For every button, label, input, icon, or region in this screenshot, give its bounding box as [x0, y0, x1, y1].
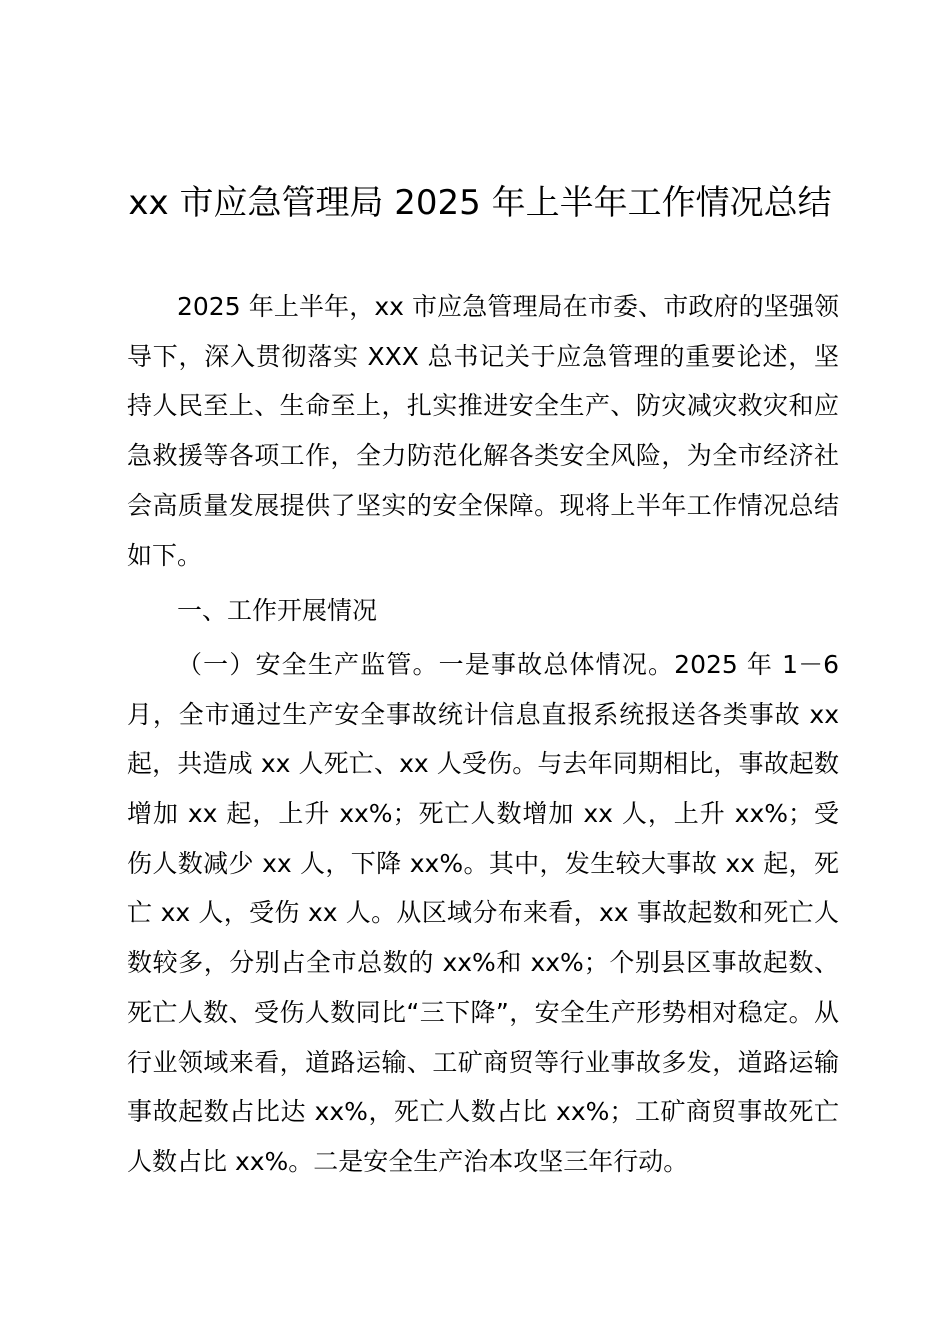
- document-title: xx 市应急管理局 2025 年上半年工作情况总结: [128, 183, 832, 223]
- section-paragraph: （一）安全生产监管。一是事故总体情况。2025 年 1－6 月，全市通过生产安全事故统计信息直报系统报送各类事故 xx 起，共造成 xx 人死亡、xx 人受伤。与去年同期相比，事故起数增加 xx 起，上升 xx%；死亡人数增加 xx 人，上升 xx%；受伤人数减少 xx 人，下降 xx%。其中，发生较大事故 xx 起，死亡 xx 人，受伤 xx 人。从区域分布来看，xx 事故起数和死亡人数较多，分别占全市总数的 xx%和 xx%；个别县区事故起数、死亡人数、受伤人数同比“三下降”，安全生产形势相对稳定。从行业领域来看，道路运输、工矿商贸等行业事故多发，道路运输事故起数占比达 xx%，死亡人数占比 xx%；工矿商贸事故死亡人数占比 xx%。二是安全生产治本攻坚三年行动。: [127, 649, 839, 1176]
- document-body: [127, 282, 839, 1187]
- intro-paragraph: 2025 年上半年，xx 市应急管理局在市委、市政府的坚强领导下，深入贯彻落实 XXX 总书记关于应急管理的重要论述，坚持人民至上、生命至上，扎实推进安全生产、防灾减灾救灾和应急救援等各项工作，全力防范化解各类安全风险，为全市经济社会高质量发展提供了坚实的安全保障。现将上半年工作情况总结如下。: [127, 292, 839, 570]
- section-heading: 一、工作开展情况: [177, 596, 378, 626]
